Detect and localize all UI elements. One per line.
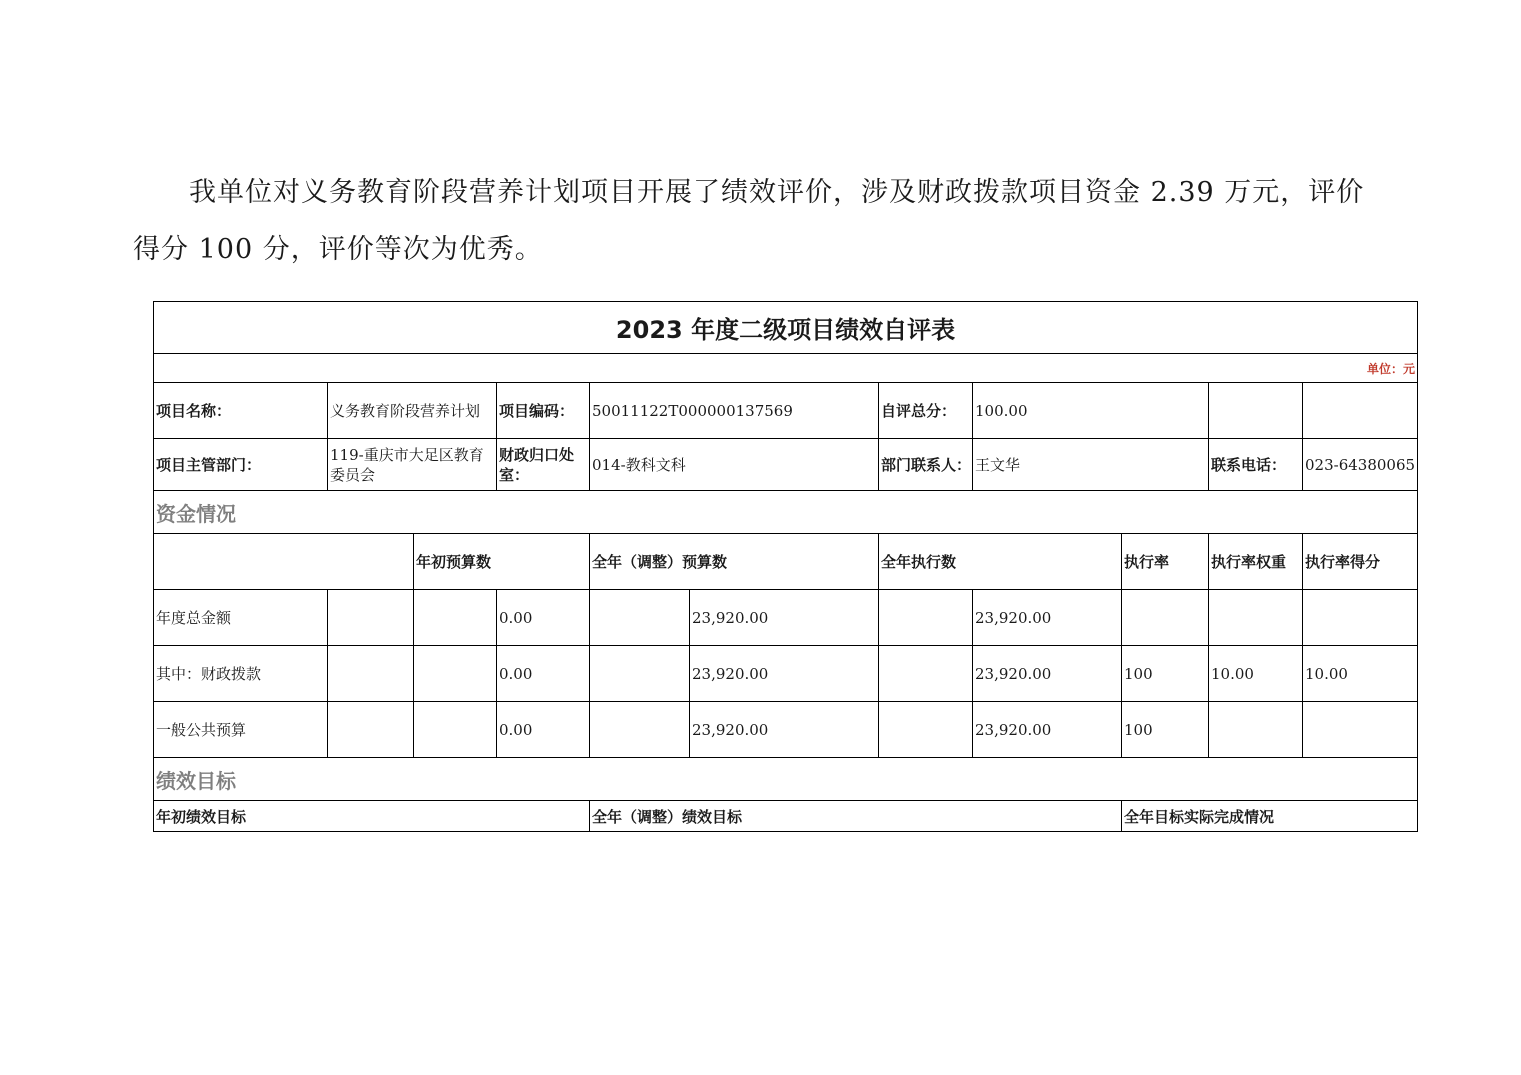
initial-value: 0.00 bbox=[497, 646, 590, 702]
contact-label: 部门联系人： bbox=[879, 439, 973, 491]
adjusted-value: 23,920.00 bbox=[690, 702, 879, 758]
intro-line-1: 我单位对义务教育阶段营养计划项目开展了绩效评价，涉及财政拨款项目资金 2.39 万元，评价 bbox=[189, 177, 1365, 208]
rate-score-value bbox=[1303, 590, 1418, 646]
col-rate-score: 执行率得分 bbox=[1303, 534, 1418, 590]
empty-cell bbox=[590, 646, 690, 702]
col-initial-budget: 年初预算数 bbox=[414, 534, 590, 590]
project-code-label: 项目编码： bbox=[497, 383, 590, 439]
dept-label: 项目主管部门： bbox=[153, 439, 328, 491]
empty-cell bbox=[328, 646, 414, 702]
project-name-value: 义务教育阶段营养计划 bbox=[328, 383, 497, 439]
col-rate-weight: 执行率权重 bbox=[1209, 534, 1303, 590]
executed-value: 23,920.00 bbox=[973, 590, 1122, 646]
executed-value: 23,920.00 bbox=[973, 702, 1122, 758]
col-executed: 全年执行数 bbox=[879, 534, 1122, 590]
office-value: 014-教科文科 bbox=[590, 439, 879, 491]
weight-value bbox=[1209, 590, 1303, 646]
col-adjusted-budget: 全年（调整）预算数 bbox=[590, 534, 879, 590]
funds-section-heading: 资金情况 bbox=[153, 491, 1418, 534]
empty-cell bbox=[414, 702, 497, 758]
empty-cell bbox=[328, 590, 414, 646]
empty-cell bbox=[414, 590, 497, 646]
project-name-label: 项目名称： bbox=[153, 383, 328, 439]
dept-value: 119-重庆市大足区教育委员会 bbox=[328, 439, 497, 491]
total-score-label: 自评总分： bbox=[879, 383, 973, 439]
empty-cell bbox=[879, 702, 973, 758]
rate-value: 100 bbox=[1122, 702, 1209, 758]
empty-cell bbox=[590, 702, 690, 758]
table-title: 2023 年度二级项目绩效自评表 bbox=[153, 301, 1418, 354]
col-exec-rate: 执行率 bbox=[1122, 534, 1209, 590]
rate-score-value: 10.00 bbox=[1303, 646, 1418, 702]
project-code-value: 50011122T000000137569 bbox=[590, 383, 879, 439]
self-evaluation-table bbox=[153, 301, 1418, 832]
total-score-value: 100.00 bbox=[973, 383, 1209, 439]
empty-cell bbox=[879, 590, 973, 646]
empty-cell bbox=[1303, 383, 1418, 439]
executed-value: 23,920.00 bbox=[973, 646, 1122, 702]
table-row-label: 一般公共预算 bbox=[153, 702, 328, 758]
adjusted-value: 23,920.00 bbox=[690, 590, 879, 646]
unit-label: 单位：元 bbox=[153, 354, 1418, 383]
table-row-label: 其中：财政拨款 bbox=[153, 646, 328, 702]
col-initial-target: 年初绩效目标 bbox=[153, 801, 590, 832]
col-actual-completion: 全年目标实际完成情况 bbox=[1122, 801, 1418, 832]
phone-value: 023-64380065 bbox=[1303, 439, 1418, 491]
adjusted-value: 23,920.00 bbox=[690, 646, 879, 702]
rate-value: 100 bbox=[1122, 646, 1209, 702]
perf-section-heading: 绩效目标 bbox=[153, 758, 1418, 801]
initial-value: 0.00 bbox=[497, 702, 590, 758]
contact-value: 王文华 bbox=[973, 439, 1209, 491]
empty-cell bbox=[590, 590, 690, 646]
rate-score-value bbox=[1303, 702, 1418, 758]
initial-value: 0.00 bbox=[497, 590, 590, 646]
office-label: 财政归口处室： bbox=[497, 439, 590, 491]
intro-paragraph bbox=[133, 164, 1393, 278]
empty-cell bbox=[328, 702, 414, 758]
table-row-label: 年度总金额 bbox=[153, 590, 328, 646]
rate-value bbox=[1122, 590, 1209, 646]
empty-cell bbox=[153, 534, 414, 590]
empty-cell bbox=[414, 646, 497, 702]
col-adjusted-target: 全年（调整）绩效目标 bbox=[590, 801, 1122, 832]
weight-value: 10.00 bbox=[1209, 646, 1303, 702]
phone-label: 联系电话： bbox=[1209, 439, 1303, 491]
weight-value bbox=[1209, 702, 1303, 758]
empty-cell bbox=[1209, 383, 1303, 439]
empty-cell bbox=[879, 646, 973, 702]
intro-line-2: 得分 100 分，评价等次为优秀。 bbox=[133, 234, 543, 265]
